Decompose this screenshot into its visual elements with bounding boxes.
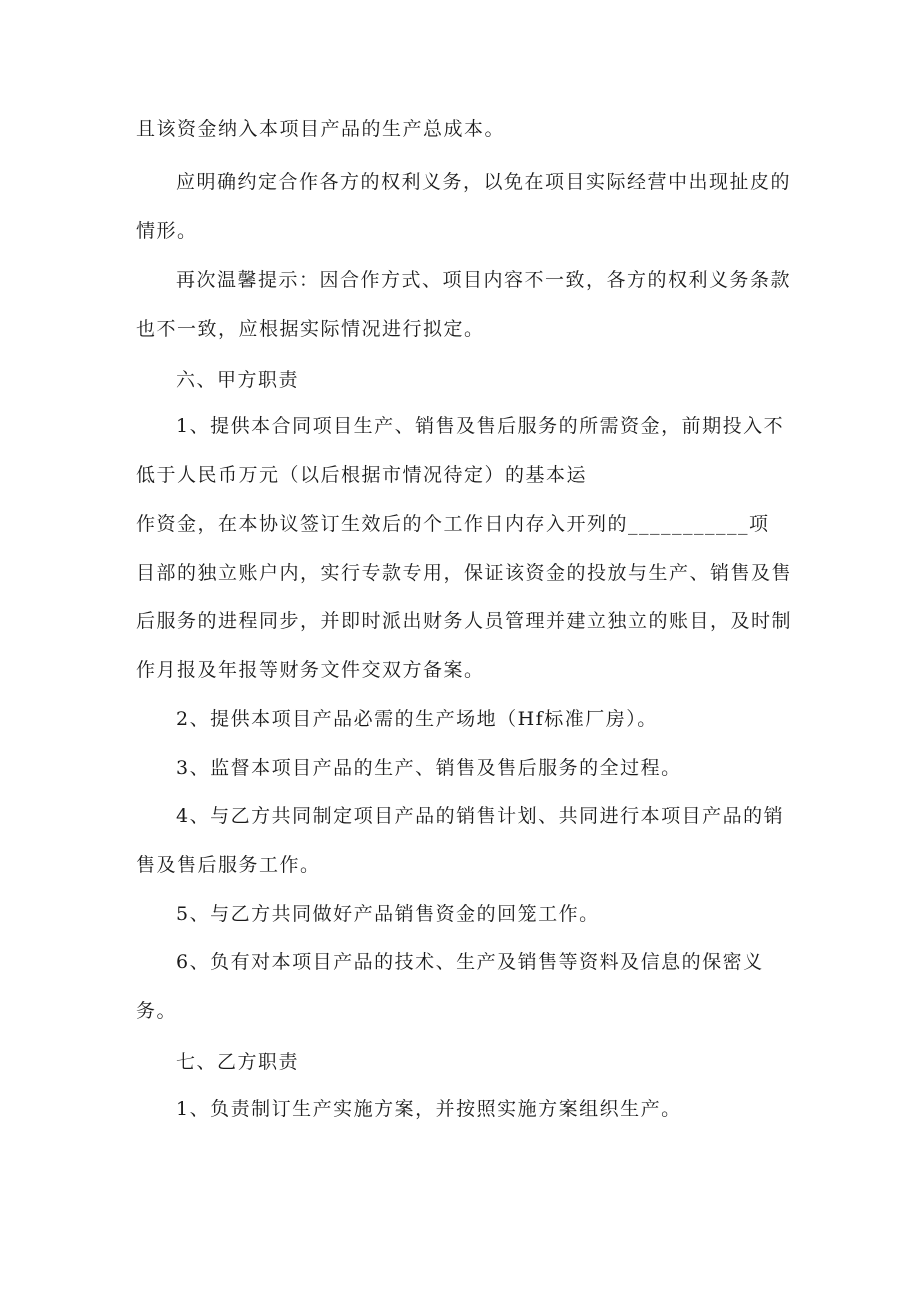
text-line: 低于人民币万元（以后根据市情况待定）的基本运 [136, 464, 588, 486]
text-line: 作月报及年报等财务文件交双方备案。 [136, 659, 485, 681]
text-line: 3、监督本项目产品的生产、销售及售后服务的全过程。 [176, 757, 682, 779]
section-heading: 六、甲方职责 [176, 369, 300, 391]
text-line: 1、负责制订生产实施方案，并按照实施方案组织生产。 [176, 1098, 682, 1120]
text-line: 2、提供本项目产品必需的生产场地（Hf标准厂房）。 [176, 708, 658, 730]
text-line: 情形。 [136, 220, 198, 242]
text-line: 4、与乙方共同制定项目产品的销售计划、共同进行本项目产品的销 [176, 805, 785, 827]
text-line: 再次温馨提示：因合作方式、项目内容不一致，各方的权利义务条款 [176, 269, 792, 291]
text-line: 目部的独立账户内，实行专款专用，保证该资金的投放与生产、销售及售 [136, 562, 793, 584]
section-heading: 七、乙方职责 [176, 1051, 300, 1073]
text-line: 务。 [136, 1000, 178, 1022]
text-line: 1、提供本合同项目生产、销售及售后服务的所需资金，前期投入不 [176, 415, 785, 437]
text-line: 作资金，在本协议签订生效后的个工作日内存入开列的___________项 [136, 513, 770, 535]
text-line: 也不一致，应根据实际情况进行拟定。 [136, 318, 485, 340]
text-line: 5、与乙方共同做好产品销售资金的回笼工作。 [176, 903, 600, 925]
text-line: 且该资金纳入本项目产品的生产总成本。 [136, 118, 506, 140]
text-line: 后服务的进程同步，并即时派出财务人员管理并建立独立的账目，及时制 [136, 610, 793, 632]
text-line: 6、负有对本项目产品的技术、生产及销售等资料及信息的保密义 [176, 951, 764, 973]
text-line: 售及售后服务工作。 [136, 854, 321, 876]
text-line: 应明确约定合作各方的权利义务，以免在项目实际经营中出现扯皮的 [176, 171, 792, 193]
